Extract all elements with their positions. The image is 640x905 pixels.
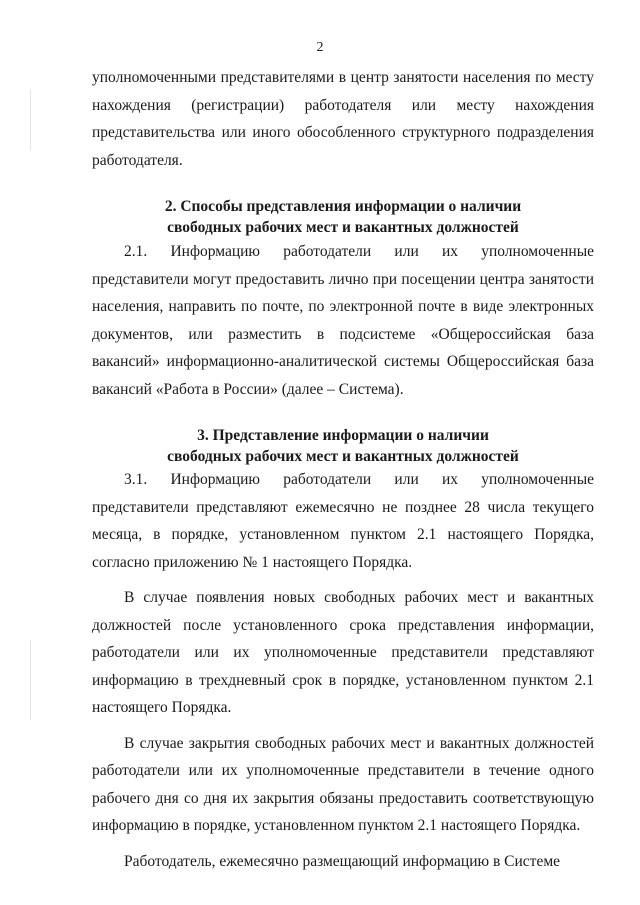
paragraph: 3.1. Информацию работодатели или их уполномоченные представители представляют ежемесячно не позднее 28 числа текущего месяца, в порядке, установленном пунктом 2.1 настоящего Порядка, согласно приложению № 1 настоящего Порядка. — [92, 471, 594, 571]
section2-heading — [92, 196, 594, 238]
heading-line: свободных рабочих мест и вакантных должностей — [167, 448, 519, 465]
section1-continuation — [92, 64, 594, 174]
page-number: 2 — [316, 40, 324, 55]
section-heading — [92, 196, 594, 238]
heading-line: 3. Представление информации о наличии — [197, 427, 489, 444]
section-heading — [92, 425, 594, 467]
heading-line: свободных рабочих мест и вакантных должностей — [167, 219, 519, 236]
heading-line: 2. Способы представления информации о наличии — [164, 198, 522, 215]
section3-body — [92, 466, 594, 875]
paragraph: В случае закрытия свободных рабочих мест и вакантных должностей работодатели или их уполномоченные представители в течение одного рабочего дня со дня их закрытия обязаны предоставить соответствующую информацию в порядке, установленном пунктом 2.1 настоящего Порядка. — [92, 734, 594, 834]
section2-body — [92, 238, 594, 403]
paragraph: уполномоченными представителями в центр занятости населения по месту нахождения (регистрации) работодателя или месту нахождения представительства или иного обособленного структурного подразделения работодателя. — [92, 69, 594, 169]
section3-heading — [92, 425, 594, 467]
paragraph: Работодатель, ежемесячно размещающий информацию в Системе — [124, 852, 561, 870]
paragraph: 2.1. Информацию работодатели или их уполномоченные представители могут предоставить лично при посещении центра занятости населения, направить по почте, по электронной почте в виде электронных документов, или разместить в подсистеме «Общероссийская база вакансий» информационно-аналитической системы Общероссийская база вакансий «Работа в России» (далее – Система). — [92, 243, 594, 398]
scan-margin-mark — [30, 640, 31, 720]
paragraph: В случае появления новых свободных рабочих мест и вакантных должностей после установленного срока представления информации, работодатели или их уполномоченные представители представляют информацию в трехдневный срок в порядке, установленном пунктом 2.1 настоящего Порядка. — [92, 589, 594, 716]
scan-margin-mark — [30, 90, 31, 150]
